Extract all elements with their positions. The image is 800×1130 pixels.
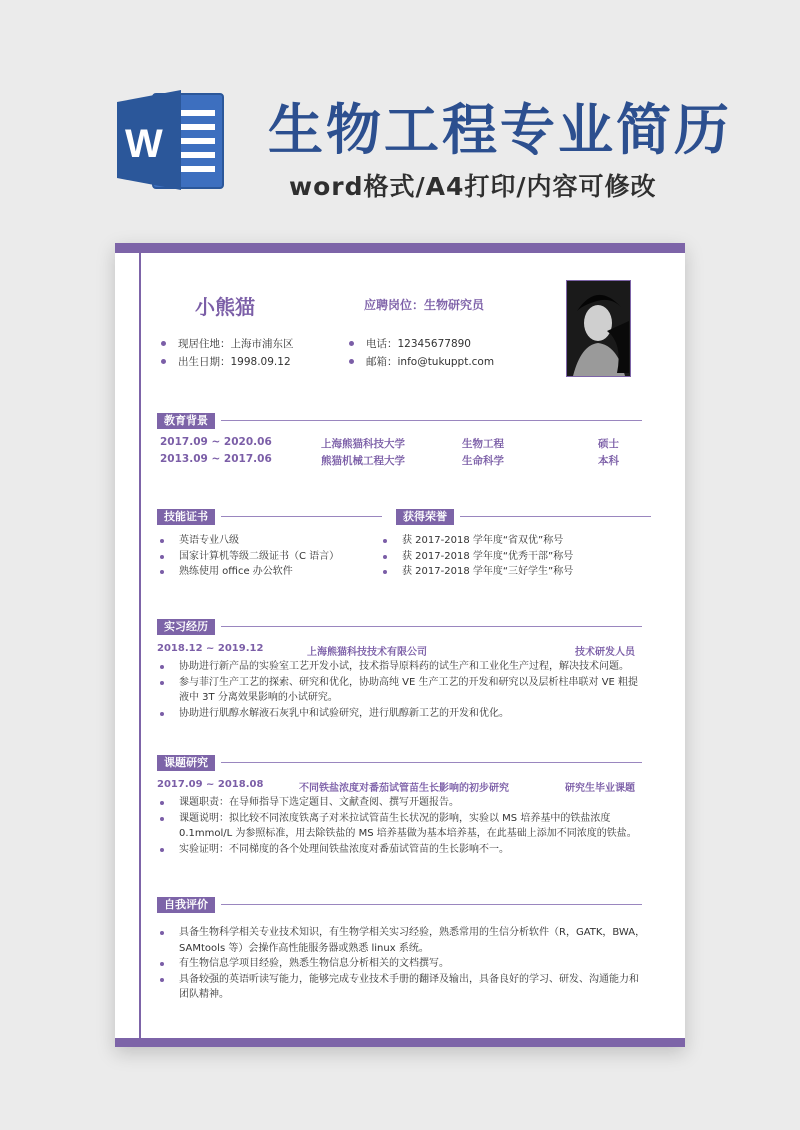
candidate-name: 小熊猫 xyxy=(195,295,255,319)
word-document-icon xyxy=(115,84,227,196)
research-period: 2017.09 ~ 2018.08 xyxy=(157,779,264,790)
research-type: 研究生毕业课题 xyxy=(565,783,635,794)
job-target: 应聘岗位：生物研究员 xyxy=(364,298,485,312)
list-item: 英语专业八级 xyxy=(157,533,377,549)
email-item xyxy=(349,354,494,369)
list-item: 熟练使用 office 办公软件 xyxy=(157,564,377,580)
research-list xyxy=(157,795,647,857)
residence-item xyxy=(161,336,294,351)
section-divider xyxy=(221,762,642,763)
skills-list xyxy=(157,533,377,580)
list-item: 具备生物科学相关专业技术知识，有生物学相关实习经验，熟悉常用的生信分析软件（R，GATK，BWA，SAMtools 等）会操作高性能服务器或熟悉 linux 系统。 xyxy=(157,925,647,956)
education-degree: 硕士 xyxy=(598,438,619,450)
internship-list xyxy=(157,659,647,721)
education-row xyxy=(160,436,272,448)
list-item: 协助进行新产品的实验室工艺开发小试，技术指导原料药的试生产和工业化生产过程，解决技术问题。 xyxy=(157,659,647,675)
education-school: 上海熊猫科技大学 xyxy=(321,438,405,450)
education-row xyxy=(160,453,272,465)
bullet-dot-icon xyxy=(161,359,166,364)
banner-title: 生物工程专业简历 xyxy=(268,98,733,162)
birth-text: 出生日期：1998.09.12 xyxy=(178,356,291,368)
section-title: 技能证书 xyxy=(157,509,215,525)
internship-role: 技术研发人员 xyxy=(575,647,635,658)
internship-section-header xyxy=(157,619,642,635)
bullet-dot-icon xyxy=(161,341,166,346)
bottom-accent-bar xyxy=(115,1038,685,1047)
list-item: 协助进行肌醇水解液石灰乳中和试验研究，进行肌醇新工艺的开发和优化。 xyxy=(157,706,647,722)
section-title: 获得荣誉 xyxy=(396,509,454,525)
list-item: 获 2017-2018 学年度“省双优”称号 xyxy=(380,533,650,549)
list-item: 课题说明：拟比较不同浓度铁离子对米拉试管苗生长状况的影响，实验以 MS 培养基中的铁盐浓度 0.1mmol/L 为参照标准，用去除铁盐的 MS 培养基做为基本培养基，在此基础上添加不同浓度的铁盐。 xyxy=(157,811,647,842)
education-period: 2013.09 ~ 2017.06 xyxy=(160,453,272,465)
section-divider xyxy=(221,626,642,627)
resume-paper xyxy=(115,243,685,1047)
list-item: 获 2017-2018 学年度“优秀干部”称号 xyxy=(380,549,650,565)
self-eval-section-header xyxy=(157,897,642,913)
honors-section-header xyxy=(396,509,651,525)
section-divider xyxy=(221,516,382,517)
section-title: 自我评价 xyxy=(157,897,215,913)
research-section-header xyxy=(157,755,642,771)
internship-period: 2018.12 ~ 2019.12 xyxy=(157,643,264,654)
section-divider xyxy=(460,516,651,517)
bullet-dot-icon xyxy=(349,359,354,364)
phone-text: 电话：12345677890 xyxy=(366,338,471,350)
list-item: 国家计算机等级二级证书（C 语言） xyxy=(157,549,377,565)
section-title: 实习经历 xyxy=(157,619,215,635)
self-eval-list xyxy=(157,925,647,1003)
banner-subtitle: word格式/A4打印/内容可修改 xyxy=(289,172,657,201)
education-school: 熊猫机械工程大学 xyxy=(321,455,405,467)
section-divider xyxy=(221,904,642,905)
email-text: 邮箱：info@tukuppt.com xyxy=(366,356,495,368)
section-divider xyxy=(221,420,642,421)
honors-list xyxy=(380,533,650,580)
education-section-header xyxy=(157,413,642,429)
svg-text:W: W xyxy=(125,122,163,166)
internship-company: 上海熊猫科技技术有限公司 xyxy=(307,647,427,658)
list-item: 具备较强的英语听读写能力，能够完成专业技术手册的翻译及输出，具备良好的学习、研发、沟通能力和团队精神。 xyxy=(157,972,647,1003)
education-major: 生物工程 xyxy=(462,438,504,450)
profile-photo xyxy=(566,280,631,377)
list-item: 有生物信息学项目经验，熟悉生物信息分析相关的文档撰写。 xyxy=(157,956,647,972)
residence-text: 现居住地：上海市浦东区 xyxy=(178,338,294,350)
list-item: 获 2017-2018 学年度“三好学生”称号 xyxy=(380,564,650,580)
section-title: 教育背景 xyxy=(157,413,215,429)
research-topic: 不同铁盐浓度对番茄试管苗生长影响的初步研究 xyxy=(299,783,509,794)
list-item: 课题职责：在导师指导下选定题目、文献查阅、撰写开题报告。 xyxy=(157,795,647,811)
education-major: 生命科学 xyxy=(462,455,504,467)
section-title: 课题研究 xyxy=(157,755,215,771)
education-period: 2017.09 ~ 2020.06 xyxy=(160,436,272,448)
side-accent-line xyxy=(139,253,141,1038)
list-item: 参与菲汀生产工艺的探索、研究和优化，协助高纯 VE 生产工艺的开发和研究以及层析柱串联对 VE 粗提液中 3T 分离效果影响的小试研究。 xyxy=(157,675,647,706)
education-degree: 本科 xyxy=(598,455,619,467)
top-accent-bar xyxy=(115,243,685,253)
bullet-dot-icon xyxy=(349,341,354,346)
phone-item xyxy=(349,336,471,351)
skills-section-header xyxy=(157,509,382,525)
list-item: 实验证明：不同梯度的各个处理间铁盐浓度对番茄试管苗的生长影响不一。 xyxy=(157,842,647,858)
birth-item xyxy=(161,354,291,369)
